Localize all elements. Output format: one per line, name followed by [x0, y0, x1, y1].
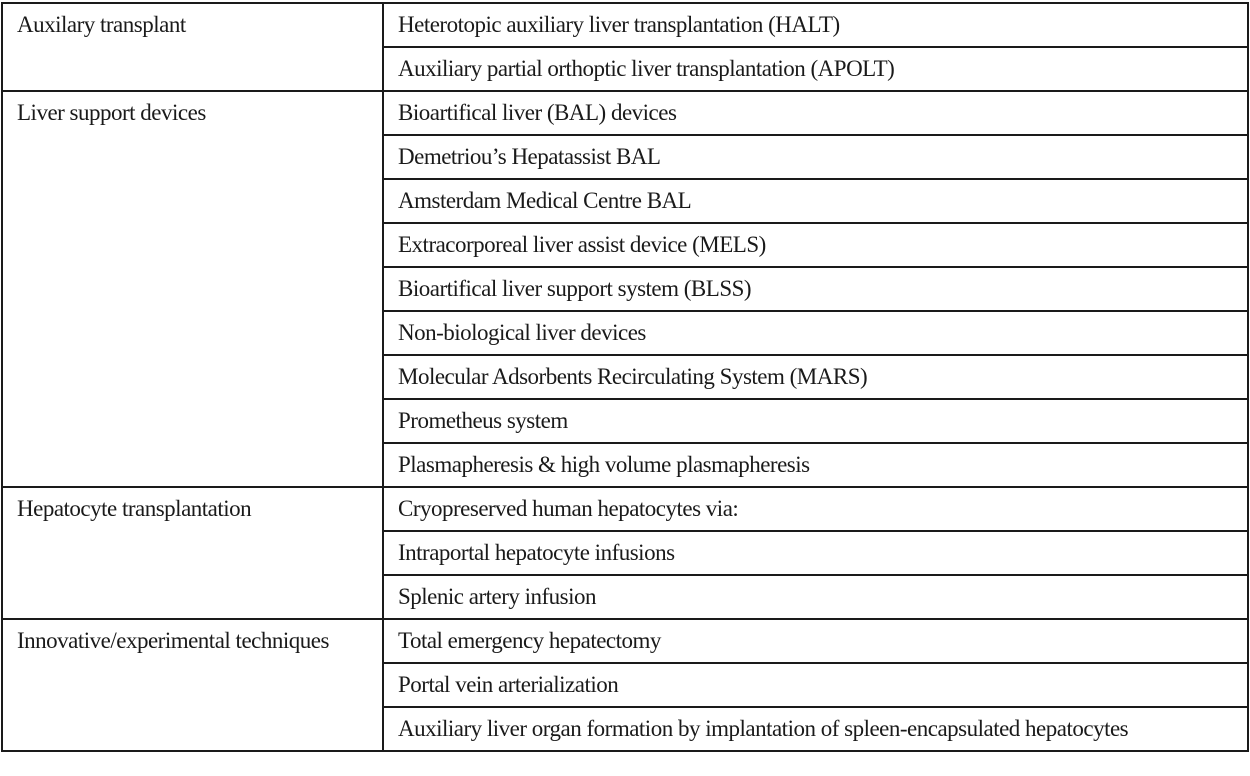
item-cell: Total emergency hepatectomy — [383, 619, 1248, 663]
item-cell: Auxiliary liver organ formation by implantation of spleen-encapsulated hepatocytes — [383, 707, 1248, 751]
item-cell: Prometheus system — [383, 399, 1248, 443]
item-cell: Non-biological liver devices — [383, 311, 1248, 355]
table-row — [2, 487, 1248, 531]
item-cell: Amsterdam Medical Centre BAL — [383, 179, 1248, 223]
item-cell: Intraportal hepatocyte infusions — [383, 531, 1248, 575]
item-cell: Auxiliary partial orthoptic liver transplantation (APOLT) — [383, 47, 1248, 91]
item-cell: Bioartifical liver support system (BLSS) — [383, 267, 1248, 311]
category-cell: Innovative/experimental techniques — [2, 619, 383, 751]
table-row — [2, 3, 1248, 47]
item-cell: Demetriou’s Hepatassist BAL — [383, 135, 1248, 179]
item-cell: Heterotopic auxiliary liver transplantation (HALT) — [383, 3, 1248, 47]
item-cell: Cryopreserved human hepatocytes via: — [383, 487, 1248, 531]
category-cell: Liver support devices — [2, 91, 383, 487]
table-row — [2, 91, 1248, 135]
item-cell: Molecular Adsorbents Recirculating System (MARS) — [383, 355, 1248, 399]
category-cell: Hepatocyte transplantation — [2, 487, 383, 619]
item-cell: Bioartifical liver (BAL) devices — [383, 91, 1248, 135]
item-cell: Extracorporeal liver assist device (MELS) — [383, 223, 1248, 267]
item-cell: Splenic artery infusion — [383, 575, 1248, 619]
table-row — [2, 619, 1248, 663]
item-cell: Plasmapheresis & high volume plasmapheresis — [383, 443, 1248, 487]
item-cell: Portal vein arterialization — [383, 663, 1248, 707]
category-cell: Auxilary transplant — [2, 3, 383, 91]
therapy-table — [1, 2, 1249, 752]
